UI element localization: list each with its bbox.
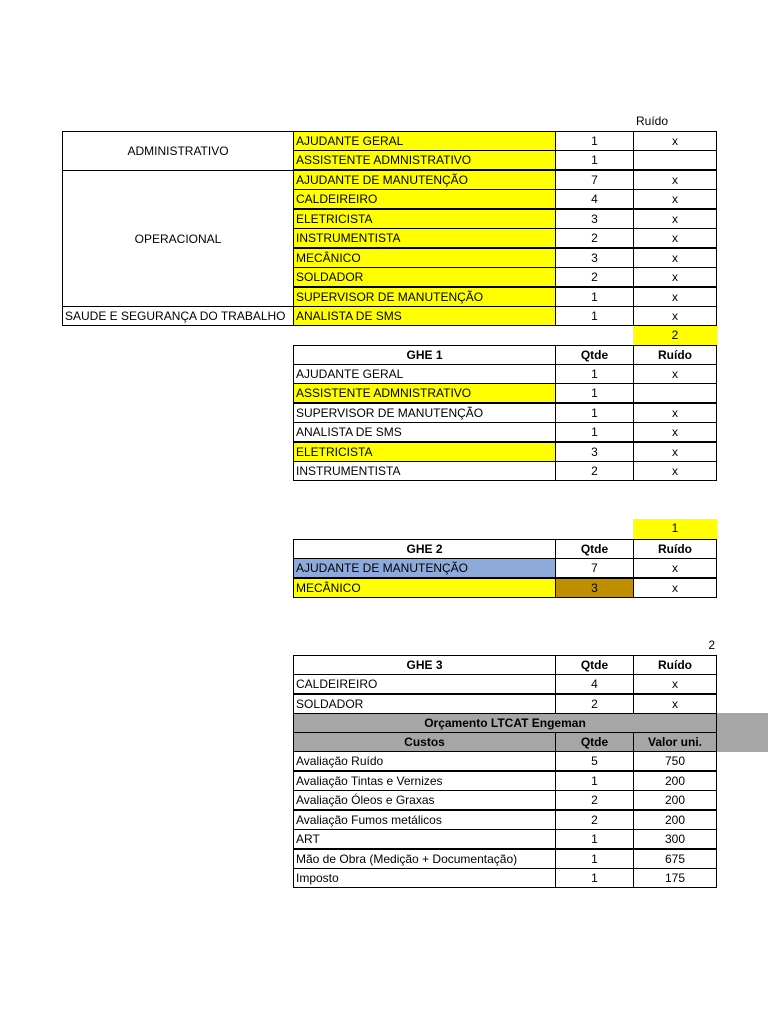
ghe3-row-1-cargo: SOLDADOR (293, 694, 556, 714)
main-row-3-ruido: x (633, 189, 717, 209)
main-row-1-cargo: ASSISTENTE ADMNISTRATIVO (293, 150, 556, 170)
budget-row-3-qtde: 2 (555, 810, 634, 830)
ghe1-row-2-qtde: 1 (555, 403, 634, 423)
group-sst: SAUDE E SEGURANÇA DO TRABALHO (62, 306, 294, 326)
ghe1-header-ruido: Ruído (633, 345, 717, 365)
budget-row-6-valor: 175 (633, 868, 717, 888)
ghe2-row-1-ruido: x (633, 578, 717, 598)
budget-header-qtde: Qtde (555, 732, 634, 752)
main-row-9-cargo: ANALISTA DE SMS (293, 306, 556, 326)
ghe1-row-0-cargo: AJUDANTE GERAL (293, 364, 556, 384)
budget-header-valor: Valor uni. (633, 732, 717, 752)
main-row-6-ruido: x (633, 248, 717, 268)
main-row-9-ruido: x (633, 306, 717, 326)
ghe2-row-0-cargo: AJUDANTE DE MANUTENÇÃO (293, 558, 556, 578)
budget-row-5-item: Mão de Obra (Medição + Documentação) (293, 849, 556, 869)
budget-title: Orçamento LTCAT Engeman (293, 713, 717, 733)
group-administrativo: ADMINISTRATIVO (62, 131, 294, 171)
budget-row-1-item: Avaliação Tintas e Vernizes (293, 771, 556, 791)
budget-row-2-qtde: 2 (555, 790, 634, 810)
ghe1-row-2-ruido: x (633, 403, 717, 423)
ghe1-row-5-qtde: 2 (555, 461, 634, 481)
budget-row-3-item: Avaliação Fumos metálicos (293, 810, 556, 830)
ghe1-row-3-cargo: ANALISTA DE SMS (293, 422, 556, 442)
main-row-6-qtde: 3 (555, 248, 634, 268)
ghe1-row-0-qtde: 1 (555, 364, 634, 384)
main-row-7-cargo: SOLDADOR (293, 267, 556, 287)
ghe1-header-qtde: Qtde (555, 345, 634, 365)
budget-row-6-qtde: 1 (555, 868, 634, 888)
main-row-4-ruido: x (633, 209, 717, 229)
budget-header-custos: Custos (293, 732, 556, 752)
main-row-0-cargo: AJUDANTE GERAL (293, 131, 556, 151)
main-row-8-cargo: SUPERVISOR DE MANUTENÇÃO (293, 287, 556, 307)
ghe2-row-0-qtde: 7 (555, 558, 634, 578)
ghe3-row-0-cargo: CALDEIREIRO (293, 674, 556, 694)
budget-row-4-qtde: 1 (555, 829, 634, 849)
ghe1-row-4-ruido: x (633, 442, 717, 462)
ghe2-row-1-qtde: 3 (555, 578, 634, 598)
ghe1-row-3-qtde: 1 (555, 422, 634, 442)
main-row-9-qtde: 1 (555, 306, 634, 326)
budget-row-5-qtde: 1 (555, 849, 634, 869)
budget-row-2-valor: 200 (633, 790, 717, 810)
main-row-3-cargo: CALDEIREIRO (293, 189, 556, 209)
budget-gray-overflow (717, 713, 768, 752)
ghe1-header-name: GHE 1 (293, 345, 556, 365)
ghe2-row-1-cargo: MECÂNICO (293, 578, 556, 598)
ghe1-row-4-qtde: 3 (555, 442, 634, 462)
ghe2-count: 1 (633, 519, 717, 539)
main-row-2-ruido: x (633, 170, 717, 190)
budget-row-5-valor: 675 (633, 849, 717, 869)
ghe3-count: 2 (708, 638, 715, 652)
main-row-5-ruido: x (633, 228, 717, 248)
main-row-7-ruido: x (633, 267, 717, 287)
budget-row-0-valor: 750 (633, 751, 717, 771)
ruido-header: Ruído (636, 114, 669, 128)
ghe1-row-5-cargo: INSTRUMENTISTA (293, 461, 556, 481)
group-operacional: OPERACIONAL (62, 170, 294, 307)
budget-row-3-valor: 200 (633, 810, 717, 830)
ghe1-row-1-qtde: 1 (555, 383, 634, 403)
ghe3-header-ruido: Ruído (633, 655, 717, 675)
main-row-3-qtde: 4 (555, 189, 634, 209)
main-row-8-ruido: x (633, 287, 717, 307)
main-row-4-qtde: 3 (555, 209, 634, 229)
budget-row-6-item: Imposto (293, 868, 556, 888)
ghe3-row-1-qtde: 2 (555, 694, 634, 714)
main-row-2-cargo: AJUDANTE DE MANUTENÇÃO (293, 170, 556, 190)
budget-row-2-item: Avaliação Óleos e Graxas (293, 790, 556, 810)
ghe3-row-1-ruido: x (633, 694, 717, 714)
ghe3-header-qtde: Qtde (555, 655, 634, 675)
ghe1-row-1-cargo: ASSISTENTE ADMNISTRATIVO (293, 383, 556, 403)
ghe1-count: 2 (633, 326, 717, 346)
ghe2-header-name: GHE 2 (293, 539, 556, 559)
budget-row-4-item: ART (293, 829, 556, 849)
main-row-0-ruido: x (633, 131, 717, 151)
ghe2-row-0-ruido: x (633, 558, 717, 578)
main-row-1-qtde: 1 (555, 150, 634, 170)
main-row-0-qtde: 1 (555, 131, 634, 151)
main-row-5-qtde: 2 (555, 228, 634, 248)
main-row-7-qtde: 2 (555, 267, 634, 287)
budget-row-4-valor: 300 (633, 829, 717, 849)
ghe1-row-2-cargo: SUPERVISOR DE MANUTENÇÃO (293, 403, 556, 423)
budget-row-1-qtde: 1 (555, 771, 634, 791)
main-row-5-cargo: INSTRUMENTISTA (293, 228, 556, 248)
ghe1-row-5-ruido: x (633, 461, 717, 481)
ghe1-row-1-ruido (633, 383, 717, 403)
ghe3-header-name: GHE 3 (293, 655, 556, 675)
ghe1-row-4-cargo: ELETRICISTA (293, 442, 556, 462)
main-row-4-cargo: ELETRICISTA (293, 209, 556, 229)
main-row-6-cargo: MECÂNICO (293, 248, 556, 268)
main-row-1-ruido (633, 150, 717, 170)
main-row-2-qtde: 7 (555, 170, 634, 190)
ghe3-row-0-ruido: x (633, 674, 717, 694)
budget-row-1-valor: 200 (633, 771, 717, 791)
ghe2-header-qtde: Qtde (555, 539, 634, 559)
budget-row-0-item: Avaliação Ruído (293, 751, 556, 771)
ghe2-header-ruido: Ruído (633, 539, 717, 559)
ghe1-row-3-ruido: x (633, 422, 717, 442)
main-row-8-qtde: 1 (555, 287, 634, 307)
budget-row-0-qtde: 5 (555, 751, 634, 771)
ghe3-row-0-qtde: 4 (555, 674, 634, 694)
ghe1-row-0-ruido: x (633, 364, 717, 384)
